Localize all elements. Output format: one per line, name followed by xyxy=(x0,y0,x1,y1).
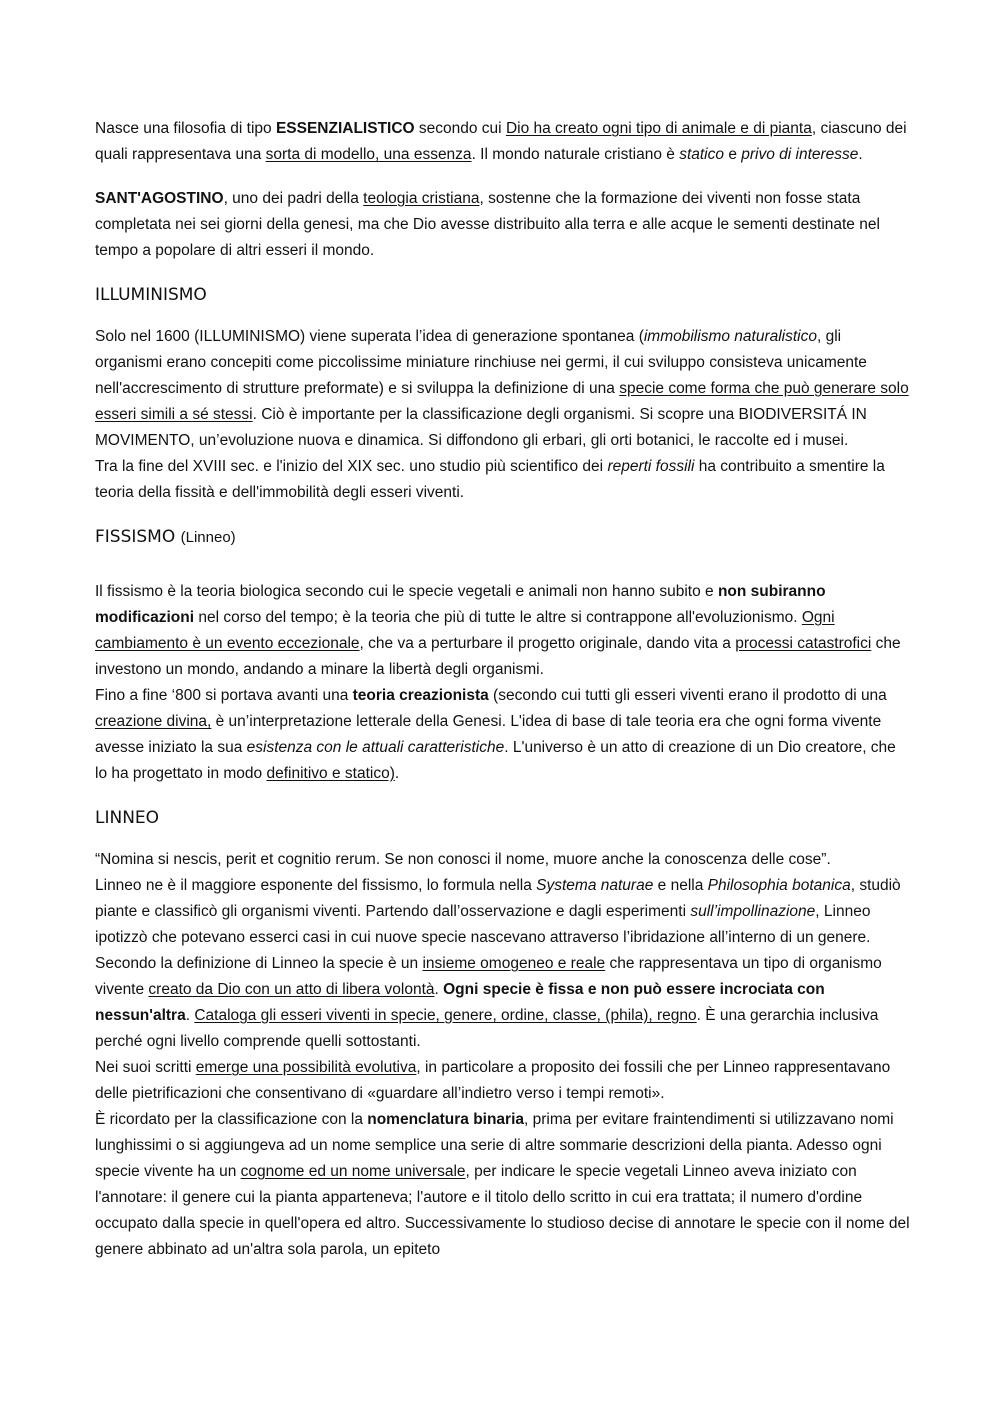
paragraph-linneo xyxy=(95,873,910,1055)
underlined-text: specie come forma che può generare solo esseri simili a sé stessi xyxy=(95,380,909,423)
text: , ciascuno dei quali rappresentava una xyxy=(95,120,907,163)
bold-text: SANT'AGOSTINO xyxy=(95,190,224,207)
paragraph-quote xyxy=(95,847,910,873)
text: è un’interpretazione letterale della Genesi. L'idea di base di tale teoria era che ogni forma vivente avesse iniziato la sua xyxy=(95,713,882,756)
text: , per indicare le specie vegetali Linneo aveva iniziato con l'annotare: il genere cui la pianta apparteneva; l'autore e il titolo dello scritto in cui era trattata; il numero d'ordine occupato dalla specie in quell'opera ed altro. Successivamente lo studioso decise di annotare le specie con il nome del genere abbinato ad un'altra sola parola, un epiteto xyxy=(95,1163,910,1258)
underlined-text: sorta di modello, una essenza xyxy=(265,146,472,163)
text: Nasce una filosofia di tipo xyxy=(95,120,276,137)
text: È ricordato per la classificazione con la xyxy=(95,1111,368,1128)
text: (secondo cui tutti gli esseri viventi erano il prodotto di una xyxy=(488,687,887,704)
text: . Ciò è importante per la classificazione degli organismi. Si scopre una BIODIVERSITÁ IN MOVIMENTO, un’evoluzione nuova e dinamica. Si diffondono gli erbari, gli orti botanici, le raccolte ed i musei. xyxy=(95,406,867,449)
heading-linneo: LINNEO xyxy=(95,808,160,828)
bold-text: ESSENZIALISTICO xyxy=(275,120,415,137)
italic-text: sull’impollinazione xyxy=(690,903,816,920)
italic-text: reperti fossili xyxy=(607,458,695,475)
underlined-text: Ogni cambiamento è un evento eccezionale xyxy=(95,609,835,652)
underlined-text: insieme omogeneo e reale xyxy=(422,955,606,972)
text: . Il mondo naturale cristiano è xyxy=(471,146,680,163)
text: , gli organismi erano concepiti come piccolissime miniature rinchiuse nei germi, il cui sviluppo consisteva unicamente nell'accrescimento di strutture preformate) e si sviluppa la definizione di una xyxy=(95,328,867,397)
text: Nei suoi scritti xyxy=(95,1059,196,1076)
text: che investono un mondo, andando a minare la libertà degli organismi. xyxy=(95,635,901,678)
text: Il fissismo è la teoria biologica secondo cui le specie vegetali e animali non hanno subito e xyxy=(95,583,718,600)
text: Linneo ne è il maggiore esponente del fissismo, lo formula nella xyxy=(95,877,537,894)
paragraph-reperti-fossili xyxy=(95,454,910,506)
italic-text: Philosophia botanica xyxy=(707,877,851,894)
text: . xyxy=(858,146,863,163)
underlined-text: Dio ha creato ogni tipo di animale e di pianta xyxy=(505,120,812,137)
paragraph-creazionismo xyxy=(95,683,910,787)
heading-subtitle: (Linneo) xyxy=(180,529,236,546)
bold-text: teoria creazionista xyxy=(352,687,489,704)
text: nel corso del tempo; è la teoria che più di tutte le altre si contrappone all'evoluzionismo. xyxy=(194,609,802,626)
underlined-text: creazione divina, xyxy=(95,713,212,730)
document-page xyxy=(95,116,910,1263)
text: Tra la fine del XVIII sec. e l'inizio del XIX sec. uno studio più scientifico dei xyxy=(95,458,608,475)
text: . L'universo è un atto di creazione di un Dio creatore, che lo ha progettato in modo xyxy=(95,739,896,782)
text: . È una gerarchia inclusiva perché ogni livello comprende quelli sottostanti. xyxy=(95,1007,879,1050)
text: . xyxy=(185,1007,195,1024)
italic-text: statico xyxy=(679,146,725,163)
underlined-text: Cataloga gli esseri viventi in specie, genere, ordine, classe, (phila), regno xyxy=(194,1007,697,1024)
text: , in particolare a proposito dei fossili che per Linneo rappresentavano delle pietrificazioni che consentivano di «guardare all’indietro verso i tempi remoti». xyxy=(95,1059,891,1102)
text: , sostenne che la formazione dei viventi non fosse stata completata nei sei giorni della genesi, ma che Dio avesse distribuito alla terra e alle acque le sementi destinate nel tempo a popolare di altri esseri il mondo. xyxy=(95,190,880,259)
italic-text: esistenza con le attuali caratteristiche xyxy=(246,739,505,756)
italic-text: privo di interesse xyxy=(741,146,859,163)
text: Solo nel 1600 (ILLUMINISMO) viene superata l’idea di generazione spontanea ( xyxy=(95,328,644,345)
text: , Linneo ipotizzò che potevano esserci casi in cui nuove specie nascevano attraverso l’ibridazione all’interno di un genere. Secondo la definizione di Linneo la specie è un xyxy=(95,903,871,972)
bold-text: non subiranno modificazioni xyxy=(95,583,826,626)
text: , che va a perturbare il progetto originale, dando vita a xyxy=(359,635,736,652)
text: Fino a fine ‘800 si portava avanti una xyxy=(95,687,353,704)
text: secondo cui xyxy=(414,120,506,137)
heading-illuminismo: ILLUMINISMO xyxy=(95,285,207,305)
paragraph-sant-agostino xyxy=(95,186,910,264)
underlined-text: creato da Dio con un atto di libera volontà xyxy=(148,981,435,998)
text: ha contribuito a smentire la teoria della fissità e dell'immobilità degli esseri viventi. xyxy=(95,458,885,501)
text: , studiò piante e classificò gli organismi viventi. Partendo dall’osservazione e dagli esperimenti xyxy=(95,877,901,920)
italic-text: immobilismo naturalistico xyxy=(643,328,817,345)
heading-text: FISSISMO xyxy=(95,527,176,547)
heading-fissismo xyxy=(95,524,910,551)
text: e nella xyxy=(653,877,708,894)
text: che rappresentava un tipo di organismo vivente xyxy=(95,955,882,998)
bold-text: Ogni specie è fissa e non può essere incrociata con nessun'altra xyxy=(95,981,825,1024)
text: , prima per evitare fraintendimenti si utilizzavano nomi lunghissimi o si aggiungeva ad un nome semplice una serie di altre sommarie descrizioni della pianta. Adesso ogni specie vivente ha un xyxy=(95,1111,894,1180)
underlined-text: definitivo e statico) xyxy=(266,765,395,782)
underlined-text: emerge una possibilità evolutiva xyxy=(195,1059,417,1076)
text: . xyxy=(394,765,400,782)
underlined-text: cognome ed un nome universale xyxy=(240,1163,466,1180)
text: . xyxy=(434,981,444,998)
paragraph-illuminismo xyxy=(95,324,910,454)
text: “Nomina si nescis, perit et cognitio rerum. Se non conosci il nome, muore anche la conoscenza delle cose”. xyxy=(95,851,831,868)
bold-text: nomenclatura binaria xyxy=(367,1111,525,1128)
paragraph-possibilita-evolutiva xyxy=(95,1055,910,1107)
paragraph-nomenclatura xyxy=(95,1107,910,1263)
underlined-text: teologia cristiana xyxy=(363,190,480,207)
paragraph-fissismo xyxy=(95,579,910,683)
underlined-text: processi catastrofici xyxy=(735,635,872,652)
italic-text: Systema naturae xyxy=(536,877,654,894)
paragraph-essenzialismo xyxy=(95,116,910,168)
text: , uno dei padri della xyxy=(223,190,364,207)
text: e xyxy=(724,146,742,163)
